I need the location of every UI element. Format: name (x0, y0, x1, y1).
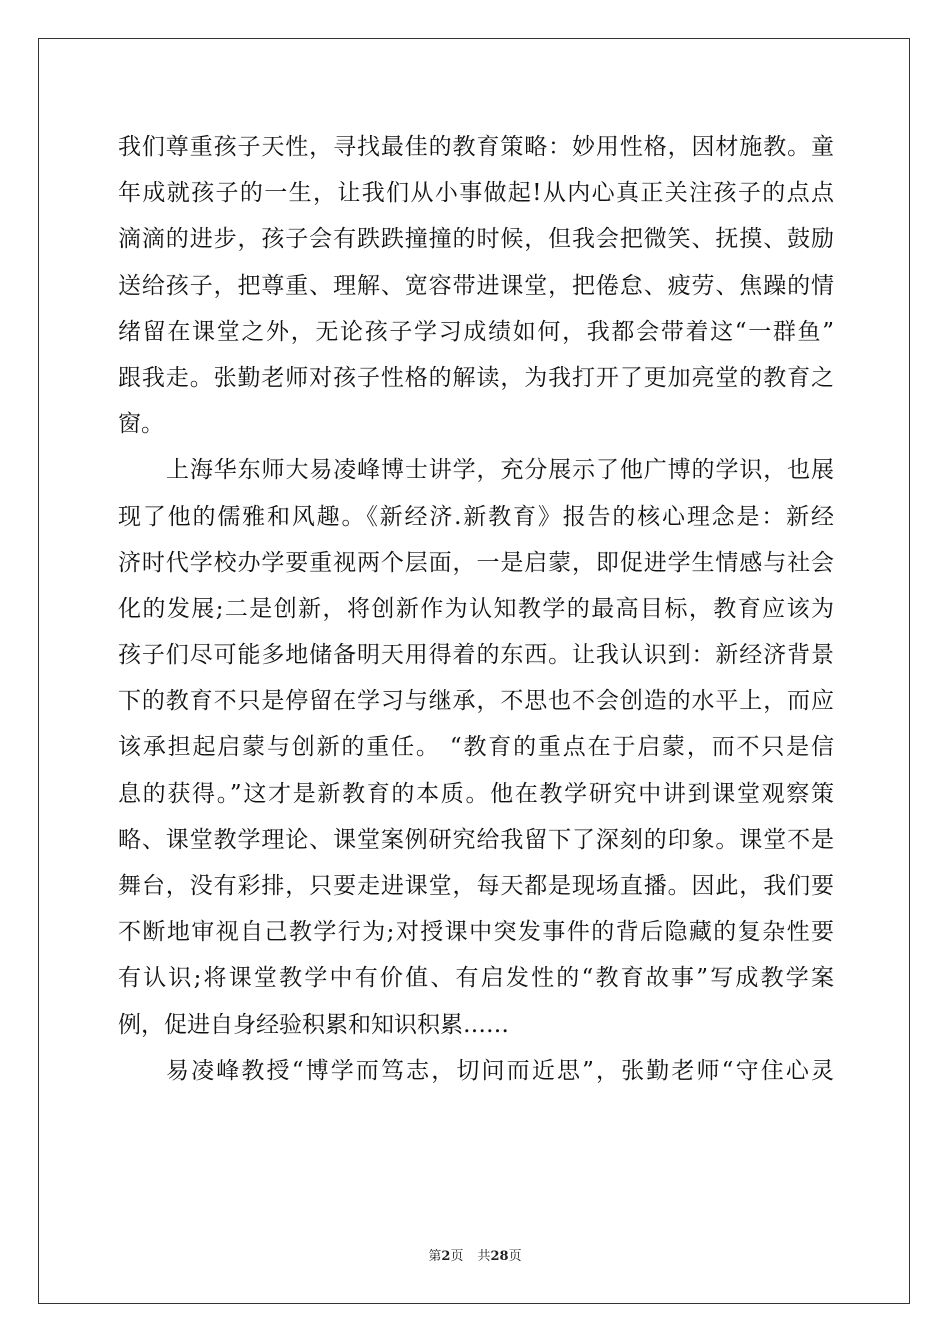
text-line: 息的获得。”这才是新教育的本质。他在教学研究中讲到课堂观察策 (118, 780, 834, 807)
total-pages-suffix: 页 (508, 1249, 522, 1264)
page-number-suffix: 页 (450, 1249, 464, 1264)
page-number-prefix: 第 (428, 1249, 442, 1264)
text-line: 绪留在课堂之外，无论孩子学习成绩如何，我都会带着这“一群鱼” (118, 318, 834, 345)
text-line: 易凌峰教授“博学而笃志，切问而近思”，张勤老师“守住心灵 (166, 1057, 834, 1084)
current-page-number: 2 (441, 1249, 451, 1264)
text-line: 不断地审视自己教学行为;对授课中突发事件的背后隐藏的复杂性要 (118, 919, 834, 946)
text-line: 我们尊重孩子天性，寻找最佳的教育策略：妙用性格，因材施教。童 (118, 134, 834, 160)
text-line: 下的教育不只是停留在学习与继承，不思也不会创造的水平上，而应 (118, 688, 834, 715)
text-line: 送给孩子，把尊重、理解、宽容带进课堂，把倦怠、疲劳、焦躁的情 (118, 272, 834, 299)
text-line: 化的发展;二是创新，将创新作为认知教学的最高目标，教育应该为 (118, 595, 834, 622)
text-line: 滴滴的进步，孩子会有跌跌撞撞的时候，但我会把微笑、抚摸、鼓励 (118, 226, 834, 253)
document-body (118, 124, 834, 1094)
total-pages-prefix: 共 (477, 1249, 491, 1264)
text-line: 上海华东师大易凌峰博士讲学，充分展示了他广博的学识，也展 (166, 457, 834, 484)
text-line: 舞台，没有彩排，只要走进课堂，每天都是现场直播。因此，我们要 (118, 873, 834, 899)
page-footer (0, 1245, 950, 1264)
text-line: 济时代学校办学要重视两个层面，一是启蒙，即促进学生情感与社会 (118, 549, 834, 576)
text-line: 例，促进自身经验积累和知识积累…… (118, 1011, 509, 1038)
text-line: 略、课堂教学理论、课堂案例研究给我留下了深刻的印象。课堂不是 (118, 826, 834, 853)
text-line: 跟我走。张勤老师对孩子性格的解读，为我打开了更加亮堂的教育之 (118, 364, 834, 391)
text-line: 该承担起启蒙与创新的重任。 “教育的重点在于启蒙，而不只是信 (118, 734, 834, 761)
text-line: 年成就孩子的一生，让我们从小事做起!从内心真正关注孩子的点点 (118, 180, 834, 207)
text-line: 有认识;将课堂教学中有价值、有启发性的“教育故事”写成教学案 (118, 965, 834, 992)
text-line: 孩子们尽可能多地储备明天用得着的东西。让我认识到：新经济背景 (118, 642, 834, 669)
total-page-number: 28 (490, 1249, 509, 1264)
text-line: 窗。 (118, 411, 164, 438)
text-line: 现了他的儒雅和风趣。《新经济.新教育》报告的核心理念是：新经 (118, 503, 834, 530)
